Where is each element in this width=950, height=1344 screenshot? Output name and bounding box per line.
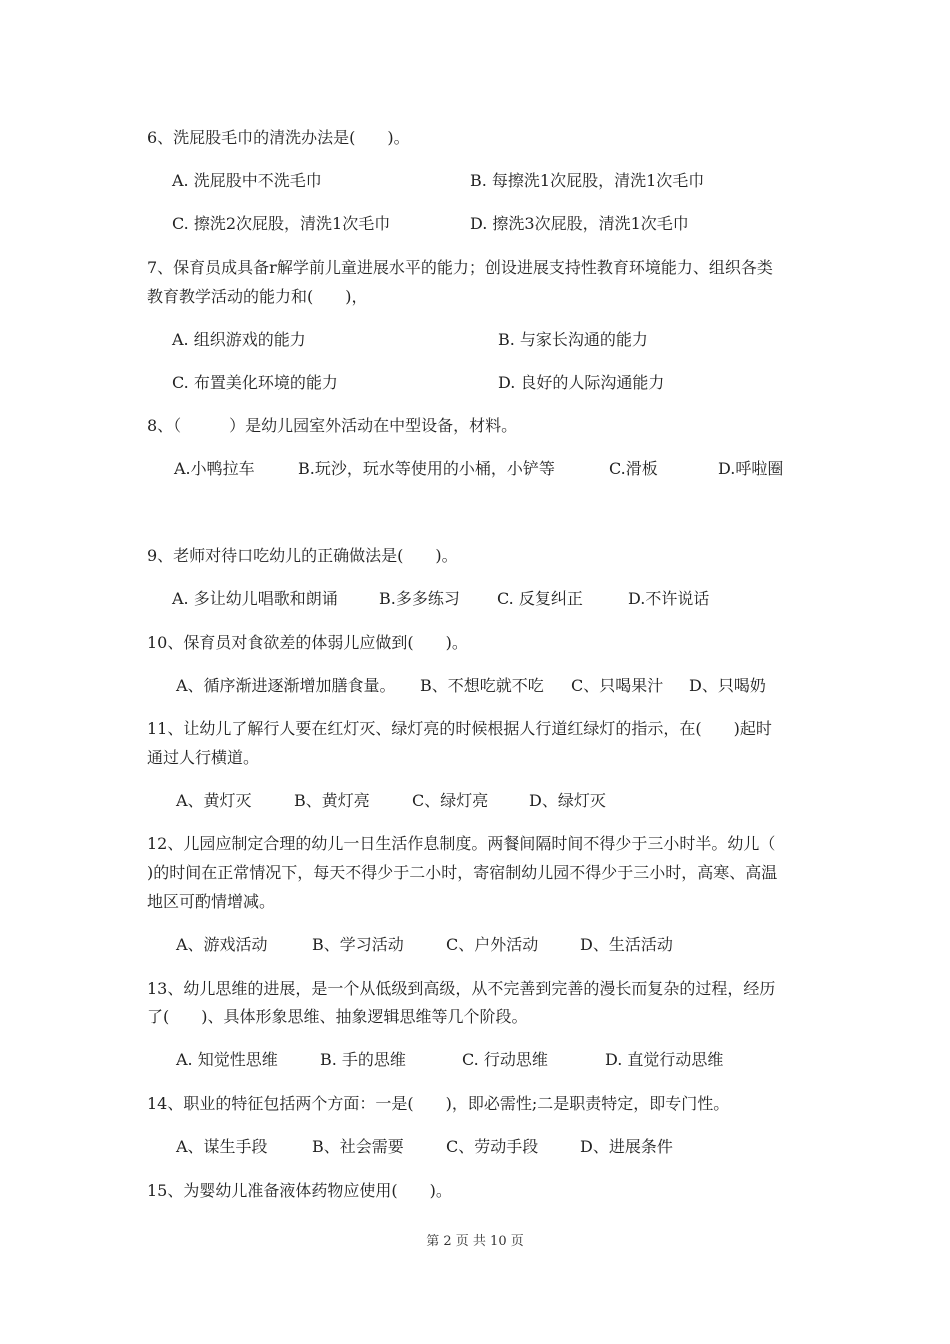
question-6-option-d: D. 擦洗3次屁股，清洗1次毛巾 xyxy=(470,214,689,233)
question-10-option-b: B、不想吃就不吃 xyxy=(420,676,544,695)
question-12-stem-line-1: 12、儿园应制定合理的幼儿一日生活作息制度。两餐间隔时间不得少于三小时半。幼儿（ xyxy=(147,834,776,853)
question-13-option-c: C. 行动思维 xyxy=(462,1050,548,1069)
question-8-option-c: C.滑板 xyxy=(609,459,658,478)
question-7-stem-line-1: 7、保育员成具备r解学前儿童进展水平的能力；创设进展支持性教育环境能力、组织各类 xyxy=(147,258,773,277)
question-9-option-c: C. 反复纠正 xyxy=(497,589,583,608)
question-14-option-c: C、劳动手段 xyxy=(446,1137,539,1156)
question-9-option-a: A. 多让幼儿唱歌和朗诵 xyxy=(172,589,338,608)
question-15-stem: 15、为婴幼儿准备液体药物应使用( )。 xyxy=(147,1181,452,1200)
question-13-option-b: B. 手的思维 xyxy=(320,1050,406,1069)
question-9-stem: 9、老师对待口吃幼儿的正确做法是( )。 xyxy=(147,546,458,565)
question-7-option-a: A. 组织游戏的能力 xyxy=(172,330,306,349)
question-12-option-d: D、生活活动 xyxy=(580,935,673,954)
question-10-option-a: A、循序渐进逐渐增加膳食量。 xyxy=(176,676,396,695)
question-14-option-d: D、进展条件 xyxy=(580,1137,673,1156)
question-14-stem: 14、职业的特征包括两个方面：一是( )，即必需性;二是职责特定，即专门性。 xyxy=(147,1094,730,1113)
question-6-option-c: C. 擦洗2次屁股，清洗1次毛巾 xyxy=(172,214,391,233)
question-10-option-c: C、只喝果汁 xyxy=(571,676,664,695)
page-footer: 第 2 页 共 10 页 xyxy=(426,1234,524,1249)
question-6-stem: 6、洗屁股毛巾的清洗办法是( )。 xyxy=(147,128,410,147)
question-11-option-d: D、绿灯灭 xyxy=(529,791,606,810)
question-10-option-d: D、只喝奶 xyxy=(689,676,766,695)
question-10-stem: 10、保育员对食欲差的体弱儿应做到( )。 xyxy=(147,633,468,652)
question-13-stem-line-2: 了( )、具体形象思维、抽象逻辑思维等几个阶段。 xyxy=(147,1007,528,1026)
question-8-option-d: D.呼啦圈 xyxy=(718,459,784,478)
question-11-stem-line-2: 通过人行横道。 xyxy=(147,748,260,767)
question-13-option-a: A. 知觉性思维 xyxy=(176,1050,278,1069)
question-12-stem-line-3: 地区可酌情增减。 xyxy=(147,892,276,911)
question-9-option-d: D.不许说话 xyxy=(628,589,710,608)
question-7-option-d: D. 良好的人际沟通能力 xyxy=(498,373,665,392)
question-13-option-d: D. 直觉行动思维 xyxy=(605,1050,724,1069)
question-12-option-c: C、户外活动 xyxy=(446,935,539,954)
question-12-option-b: B、学习活动 xyxy=(312,935,404,954)
question-8-option-b: B.玩沙，玩水等使用的小桶，小铲等 xyxy=(298,459,555,478)
question-11-option-c: C、绿灯亮 xyxy=(412,791,489,810)
question-11-option-a: A、黄灯灭 xyxy=(176,791,252,810)
question-9-option-b: B.多多练习 xyxy=(379,589,460,608)
question-13-stem-line-1: 13、幼儿思维的进展，是一个从低级到高级，从不完善到完善的漫长而复杂的过程，经历 xyxy=(147,979,776,998)
question-7-stem-line-2: 教育教学活动的能力和( )， xyxy=(147,287,368,306)
question-6-option-b: B. 每擦洗1次屁股，清洗1次毛巾 xyxy=(470,171,705,190)
question-12-option-a: A、游戏活动 xyxy=(176,935,268,954)
question-11-option-b: B、黄灯亮 xyxy=(294,791,370,810)
question-14-option-a: A、谋生手段 xyxy=(176,1137,268,1156)
question-7-option-c: C. 布置美化环境的能力 xyxy=(172,373,338,392)
question-8-stem: 8、（ ）是幼儿园室外活动在中型设备，材料。 xyxy=(147,416,518,435)
question-14-option-b: B、社会需要 xyxy=(312,1137,404,1156)
question-12-stem-line-2: )的时间在正常情况下，每天不得少于二小时，寄宿制幼儿园不得少于三小时，高寒、高温 xyxy=(147,863,778,882)
question-7-option-b: B. 与家长沟通的能力 xyxy=(498,330,648,349)
question-8-option-a: A.小鸭拉车 xyxy=(174,459,255,478)
question-11-stem-line-1: 11、让幼儿了解行人要在红灯灭、绿灯亮的时候根据人行道红绿灯的指示，在( )起时 xyxy=(147,719,772,738)
question-6-option-a: A. 洗屁股中不洗毛巾 xyxy=(172,171,322,190)
